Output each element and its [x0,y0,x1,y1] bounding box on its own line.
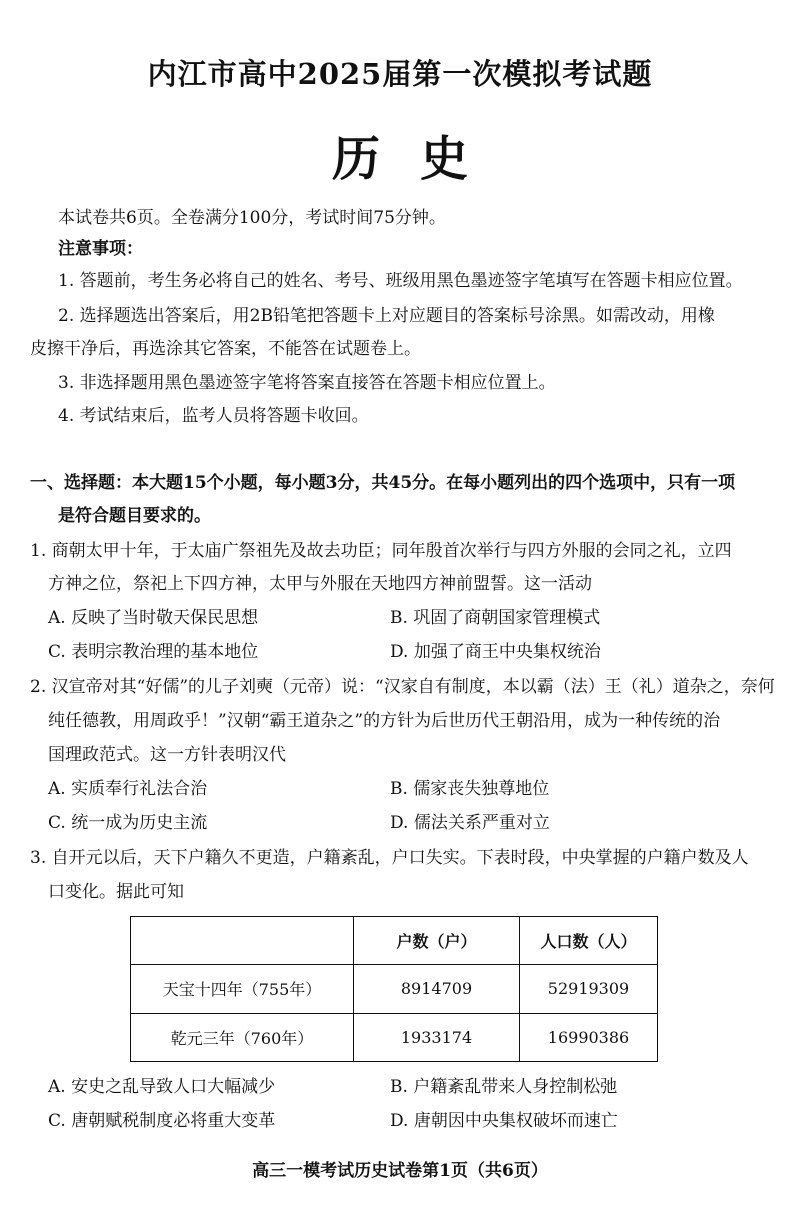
table-cell: 52919309 [520,965,658,1013]
question-2-option-b: B. 儒家丧失独尊地位 [390,779,550,799]
question-3-option-b: B. 户籍紊乱带来人身控制松弛 [390,1077,618,1097]
table-cell: 天宝十四年（755年） [131,965,354,1013]
question-3-option-c: C. 唐朝赋税制度必将重大变革 [48,1111,276,1131]
table-cell: 16990386 [520,1013,658,1061]
question-2-stem: 纯任德教，用周政乎！”汉朝“霸王道杂之”的方针为后世历代王朝沿用，成为一种传统的治 [48,711,721,731]
question-1-stem: 1. 商朝太甲十年，于太庙广祭祖先及故去功臣；同年殷首次举行与四方外服的会同之礼，立四 [30,541,732,561]
note-line: 3. 非选择题用黑色墨迹签字笔将答案直接答在答题卡相应位置上。 [58,373,556,393]
question-2-option-c: C. 统一成为历史主流 [48,813,208,833]
question-1-option-b: B. 巩固了商朝国家管理模式 [390,608,601,628]
table-header-row [131,917,658,965]
exam-title: 内江市高中2025届第一次模拟考试题 [147,57,653,91]
question-2-option-a: A. 实质奉行礼法合治 [48,779,208,799]
table-header-cell: 户数（户） [354,917,520,965]
table-header-cell [131,917,354,965]
table-cell: 8914709 [354,965,520,1013]
household-population-table [130,916,658,1062]
note-line: 1. 答题前，考生务必将自己的姓名、考号、班级用黑色墨迹签字笔填写在答题卡相应位置。 [58,271,743,291]
notes-heading: 注意事项： [58,239,143,259]
question-2-stem: 2. 汉宣帝对其“好儒”的儿子刘奭（元帝）说：“汉家自有制度，本以霸（法）王（礼）道杂之，奈何 [30,677,775,697]
section-heading-cont: 是符合题目要求的。 [58,506,211,526]
question-1-option-c: C. 表明宗教治理的基本地位 [48,642,259,662]
note-line: 皮擦干净后，再选涂其它答案，不能答在试题卷上。 [30,339,421,359]
table-row [131,965,658,1013]
table-row [131,1013,658,1061]
note-line: 2. 选择题选出答案后，用2B铅笔把答题卡上对应题目的答案标号涂黑。如需改动，用橡 [58,306,715,326]
table-cell: 乾元三年（760年） [131,1013,354,1061]
section-heading: 一、选择题：本大题15个小题，每小题3分，共45分。在每小题列出的四个选项中，只有一项 [30,473,736,493]
question-3-option-d: D. 唐朝因中央集权破坏而速亡 [390,1111,618,1131]
subject-title: 历史 [331,131,508,187]
question-2-option-d: D. 儒法关系严重对立 [390,813,550,833]
question-1-stem: 方神之位，祭祀上下四方神，太甲与外服在天地四方神前盟誓。这一活动 [48,574,592,594]
exam-overview: 本试卷共6页。全卷满分100分，考试时间75分钟。 [58,208,446,228]
table-cell: 1933174 [354,1013,520,1061]
question-3-option-a: A. 安史之乱导致人口大幅减少 [48,1077,276,1097]
question-1-option-d: D. 加强了商王中央集权统治 [390,642,601,662]
question-3-stem: 口变化。据此可知 [48,882,184,902]
question-1-option-a: A. 反映了当时敬天保民思想 [48,608,259,628]
question-3-stem: 3. 自开元以后，天下户籍久不更造，户籍紊乱，户口失实。下表时段，中央掌握的户籍户数及人 [30,848,749,868]
table-header-cell: 人口数（人） [520,917,658,965]
note-line: 4. 考试结束后，监考人员将答题卡收回。 [58,406,369,426]
question-2-stem: 国理政范式。这一方针表明汉代 [48,745,286,765]
page-footer: 高三一模考试历史试卷第1页（共6页） [252,1161,548,1181]
